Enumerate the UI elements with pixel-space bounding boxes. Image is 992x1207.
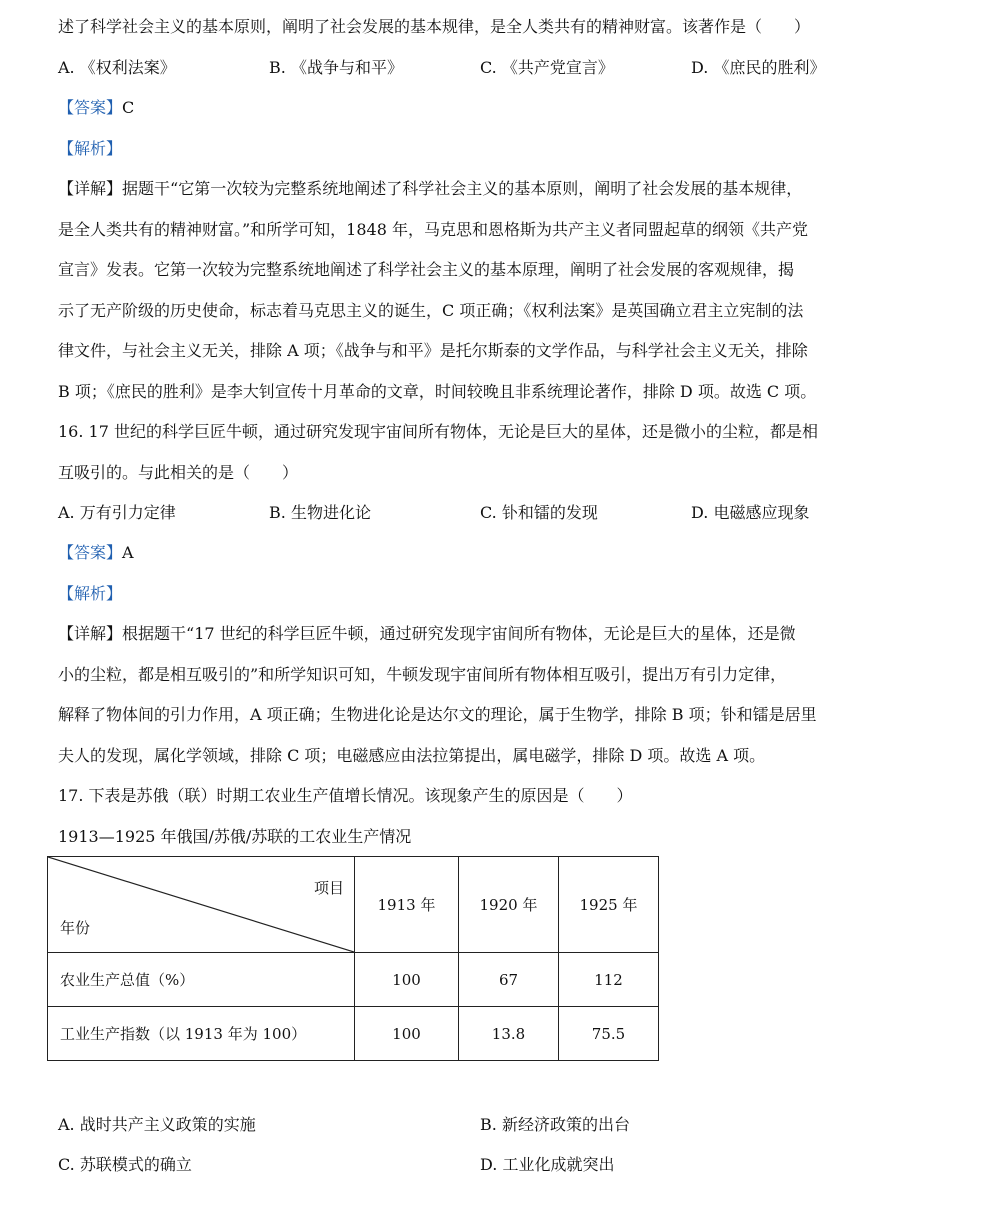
q17-option-a: A. 战时共产主义政策的实施 bbox=[58, 1115, 256, 1134]
q16-analysis-label: 【解析】 bbox=[58, 584, 123, 603]
column-header: 1925 年 bbox=[559, 857, 659, 953]
q16-detail-line-1: 【详解】根据题干“17 世纪的科学巨匠牛顿，通过研究发现宇宙间所有物体，无论是巨大的星体，还是微 bbox=[58, 624, 796, 643]
q16-option-b: B. 生物进化论 bbox=[269, 503, 371, 522]
q15-stem: 述了科学社会主义的基本原则，阐明了社会发展的基本规律，是全人类共有的精神财富。该著作是（ ） bbox=[58, 17, 811, 36]
q15-detail-line-6: B 项；《庶民的胜利》是李大钊宣传十月革命的文章，时间较晚且非系统理论著作，排除 D 项。故选 C 项。 bbox=[58, 382, 817, 401]
q15-detail-line-5: 律文件，与社会主义无关，排除 A 项；《战争与和平》是托尔斯泰的文学作品，与科学社会主义无关，排除 bbox=[58, 341, 808, 360]
q16-stem-line-2: 互吸引的。与此相关的是（ ） bbox=[58, 463, 299, 482]
corner-label-item: 项目 bbox=[313, 879, 344, 897]
q16-detail-line-4: 夫人的发现，属化学领域，排除 C 项；电磁感应由法拉第提出，属电磁学，排除 D 项。故选 A 项。 bbox=[58, 746, 766, 765]
table-cell: 75.5 bbox=[559, 1007, 659, 1061]
table-cell: 112 bbox=[559, 953, 659, 1007]
q16-option-a: A. 万有引力定律 bbox=[58, 503, 176, 522]
table-row bbox=[48, 1007, 659, 1061]
table-cell: 67 bbox=[459, 953, 559, 1007]
q15-detail-line-3: 宣言》发表。它第一次较为完整系统地阐述了科学社会主义的基本原理，阐明了社会发展的客观规律，揭 bbox=[58, 260, 795, 279]
q17-table-caption: 1913—1925 年俄国/苏俄/苏联的工农业生产情况 bbox=[58, 827, 412, 846]
table-header-row bbox=[48, 857, 659, 953]
table-row bbox=[48, 953, 659, 1007]
q16-option-d: D. 电磁感应现象 bbox=[691, 503, 810, 522]
q17-option-b: B. 新经济政策的出台 bbox=[480, 1115, 630, 1134]
q17-option-c: C. 苏联模式的确立 bbox=[58, 1155, 192, 1174]
production-table bbox=[47, 856, 659, 1061]
q17-stem: 17. 下表是苏俄（联）时期工农业生产值增长情况。该现象产生的原因是（ ） bbox=[58, 786, 633, 805]
table-cell: 13.8 bbox=[459, 1007, 559, 1061]
q17-option-d: D. 工业化成就突出 bbox=[480, 1155, 615, 1174]
table-cell: 100 bbox=[355, 953, 459, 1007]
table-cell: 100 bbox=[355, 1007, 459, 1061]
row-label: 农业生产总值（%） bbox=[48, 953, 355, 1007]
corner-label-year: 年份 bbox=[60, 919, 91, 937]
column-header: 1920 年 bbox=[459, 857, 559, 953]
q16-answer: 【答案】A bbox=[58, 543, 134, 562]
q16-detail-line-2: 小的尘粒，都是相互吸引的”和所学知识可知，牛顿发现宇宙间所有物体相互吸引，提出万有引力定律， bbox=[58, 665, 787, 684]
q15-option-a: A. 《权利法案》 bbox=[58, 58, 176, 77]
q15-detail-line-2: 是全人类共有的精神财富。”和所学可知，1848 年，马克思和恩格斯为共产主义者同盟起草的纲领《共产党 bbox=[58, 220, 808, 239]
diagonal-divider bbox=[48, 857, 354, 952]
q15-option-d: D. 《庶民的胜利》 bbox=[691, 58, 826, 77]
q16-detail-line-3: 解释了物体间的引力作用，A 项正确；生物进化论是达尔文的理论，属于生物学，排除 B 项；钋和镭是居里 bbox=[58, 705, 817, 724]
q16-option-c: C. 钋和镭的发现 bbox=[480, 503, 598, 522]
q15-option-c: C. 《共产党宣言》 bbox=[480, 58, 614, 77]
q15-analysis-label: 【解析】 bbox=[58, 139, 123, 158]
row-label: 工业生产指数（以 1913 年为 100） bbox=[48, 1007, 355, 1061]
q15-detail-line-4: 示了无产阶级的历史使命，标志着马克思主义的诞生，C 项正确；《权利法案》是英国确立君主立宪制的法 bbox=[58, 301, 804, 320]
q15-detail-line-1: 【详解】据题干“它第一次较为完整系统地阐述了科学社会主义的基本原则，阐明了社会发展的基本规律， bbox=[58, 179, 803, 198]
q15-option-b: B. 《战争与和平》 bbox=[269, 58, 403, 77]
table-corner-cell bbox=[48, 857, 355, 953]
column-header: 1913 年 bbox=[355, 857, 459, 953]
q16-stem-line-1: 16. 17 世纪的科学巨匠牛顿，通过研究发现宇宙间所有物体，无论是巨大的星体，还是微小的尘粒，都是相 bbox=[58, 422, 818, 441]
q15-answer: 【答案】C bbox=[58, 98, 135, 117]
